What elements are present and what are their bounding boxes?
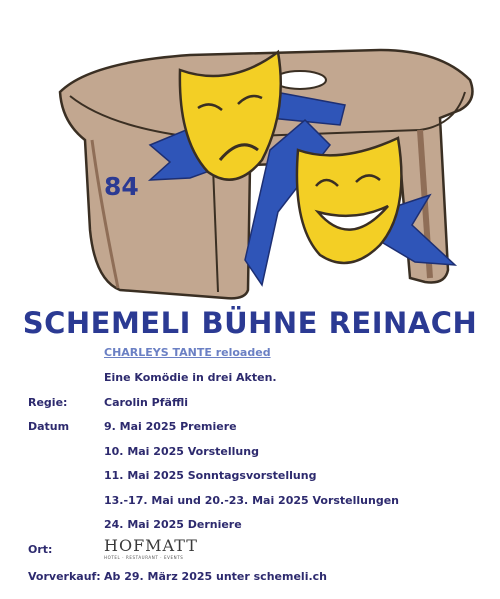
page-title: SCHEMELI BÜHNE REINACH xyxy=(22,306,478,340)
vorverkauf-label: Vorverkauf: xyxy=(28,570,101,583)
date-item: 24. Mai 2025 Derniere xyxy=(104,518,242,531)
datum-label: Datum xyxy=(28,420,70,433)
date-item: 11. Mai 2025 Sonntagsvorstellung xyxy=(104,469,317,482)
regie-value: Carolin Pfäffli xyxy=(104,396,188,409)
ort-label: Ort: xyxy=(28,543,53,556)
date-item: 9. Mai 2025 Premiere xyxy=(104,420,237,433)
play-title-link[interactable]: CHARLEYS TANTE reloaded xyxy=(104,346,271,359)
date-item: 10. Mai 2025 Vorstellung xyxy=(104,445,259,458)
play-subtitle: Eine Komödie in drei Akten. xyxy=(104,371,277,384)
hotel-logo-name: HOFMATT xyxy=(104,536,198,555)
date-item: 13.-17. Mai und 20.-23. Mai 2025 Vorstellungen xyxy=(104,494,400,507)
edition-number: 84 xyxy=(104,172,139,201)
vorverkauf-value: Ab 29. März 2025 unter schemeli.ch xyxy=(104,570,327,583)
hotel-logo-sub: HOTEL · RESTAURANT · EVENTS xyxy=(104,555,184,560)
hofmatt-logo xyxy=(104,536,198,563)
regie-label: Regie: xyxy=(28,396,68,409)
